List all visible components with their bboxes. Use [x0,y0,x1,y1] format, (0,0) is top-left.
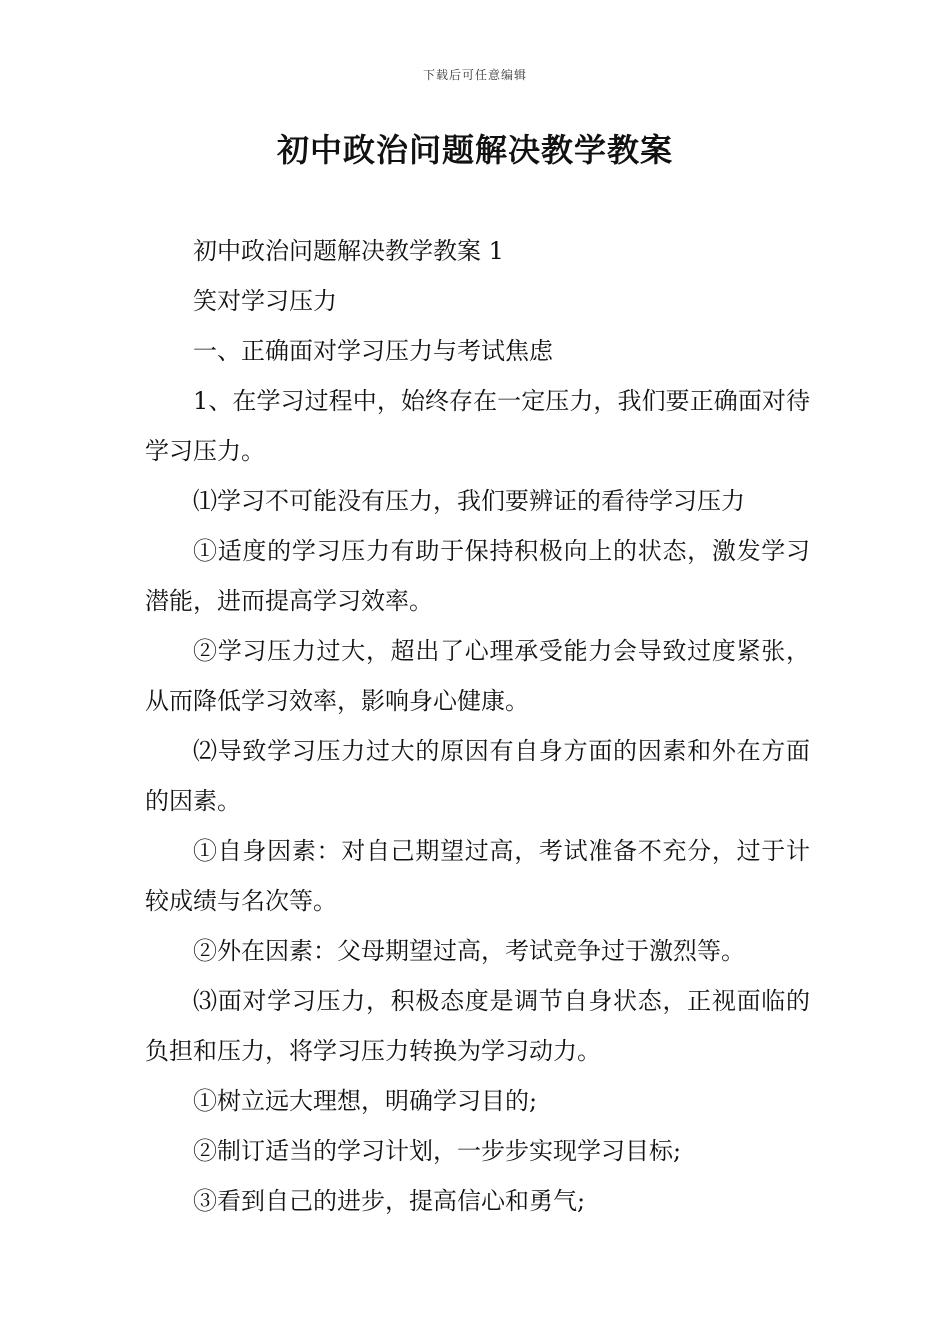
document-body [145,226,810,1226]
paragraph: ②学习压力过大，超出了心理承受能力会导致过度紧张，从而降低学习效率，影响身心健康。 [145,637,810,715]
header-note: 下载后可任意编辑 [422,68,527,82]
paragraph: ⑵导致学习压力过大的原因有自身方面的因素和外在方面的因素。 [145,737,810,815]
paragraph: ①自身因素：对自己期望过高，考试准备不充分，过于计较成绩与名次等。 [145,837,810,915]
paragraph-subtitle: 初中政治问题解决教学教案 1 [193,237,504,265]
document-title: 初中政治问题解决教学教案 [276,131,673,169]
paragraph-section-heading: 一、正确面对学习压力与考试焦虑 [193,337,553,365]
paragraph: ②制订适当的学习计划，一步步实现学习目标; [193,1137,682,1165]
paragraph-topic: 笑对学习压力 [193,287,337,315]
paragraph: ⑴学习不可能没有压力，我们要辨证的看待学习压力 [193,487,745,515]
paragraph: ③看到自己的进步，提高信心和勇气; [193,1187,586,1215]
paragraph: ②外在因素：父母期望过高，考试竞争过于激烈等。 [193,937,745,965]
paragraph: ⑶面对学习压力，积极态度是调节自身状态，正视面临的负担和压力，将学习压力转换为学习动力。 [145,987,810,1065]
paragraph: ①适度的学习压力有助于保持积极向上的状态，激发学习潜能，进而提高学习效率。 [145,537,810,615]
paragraph: 1、在学习过程中，始终存在一定压力，我们要正确面对待学习压力。 [145,387,810,465]
paragraph: ①树立远大理想，明确学习目的; [193,1087,538,1115]
